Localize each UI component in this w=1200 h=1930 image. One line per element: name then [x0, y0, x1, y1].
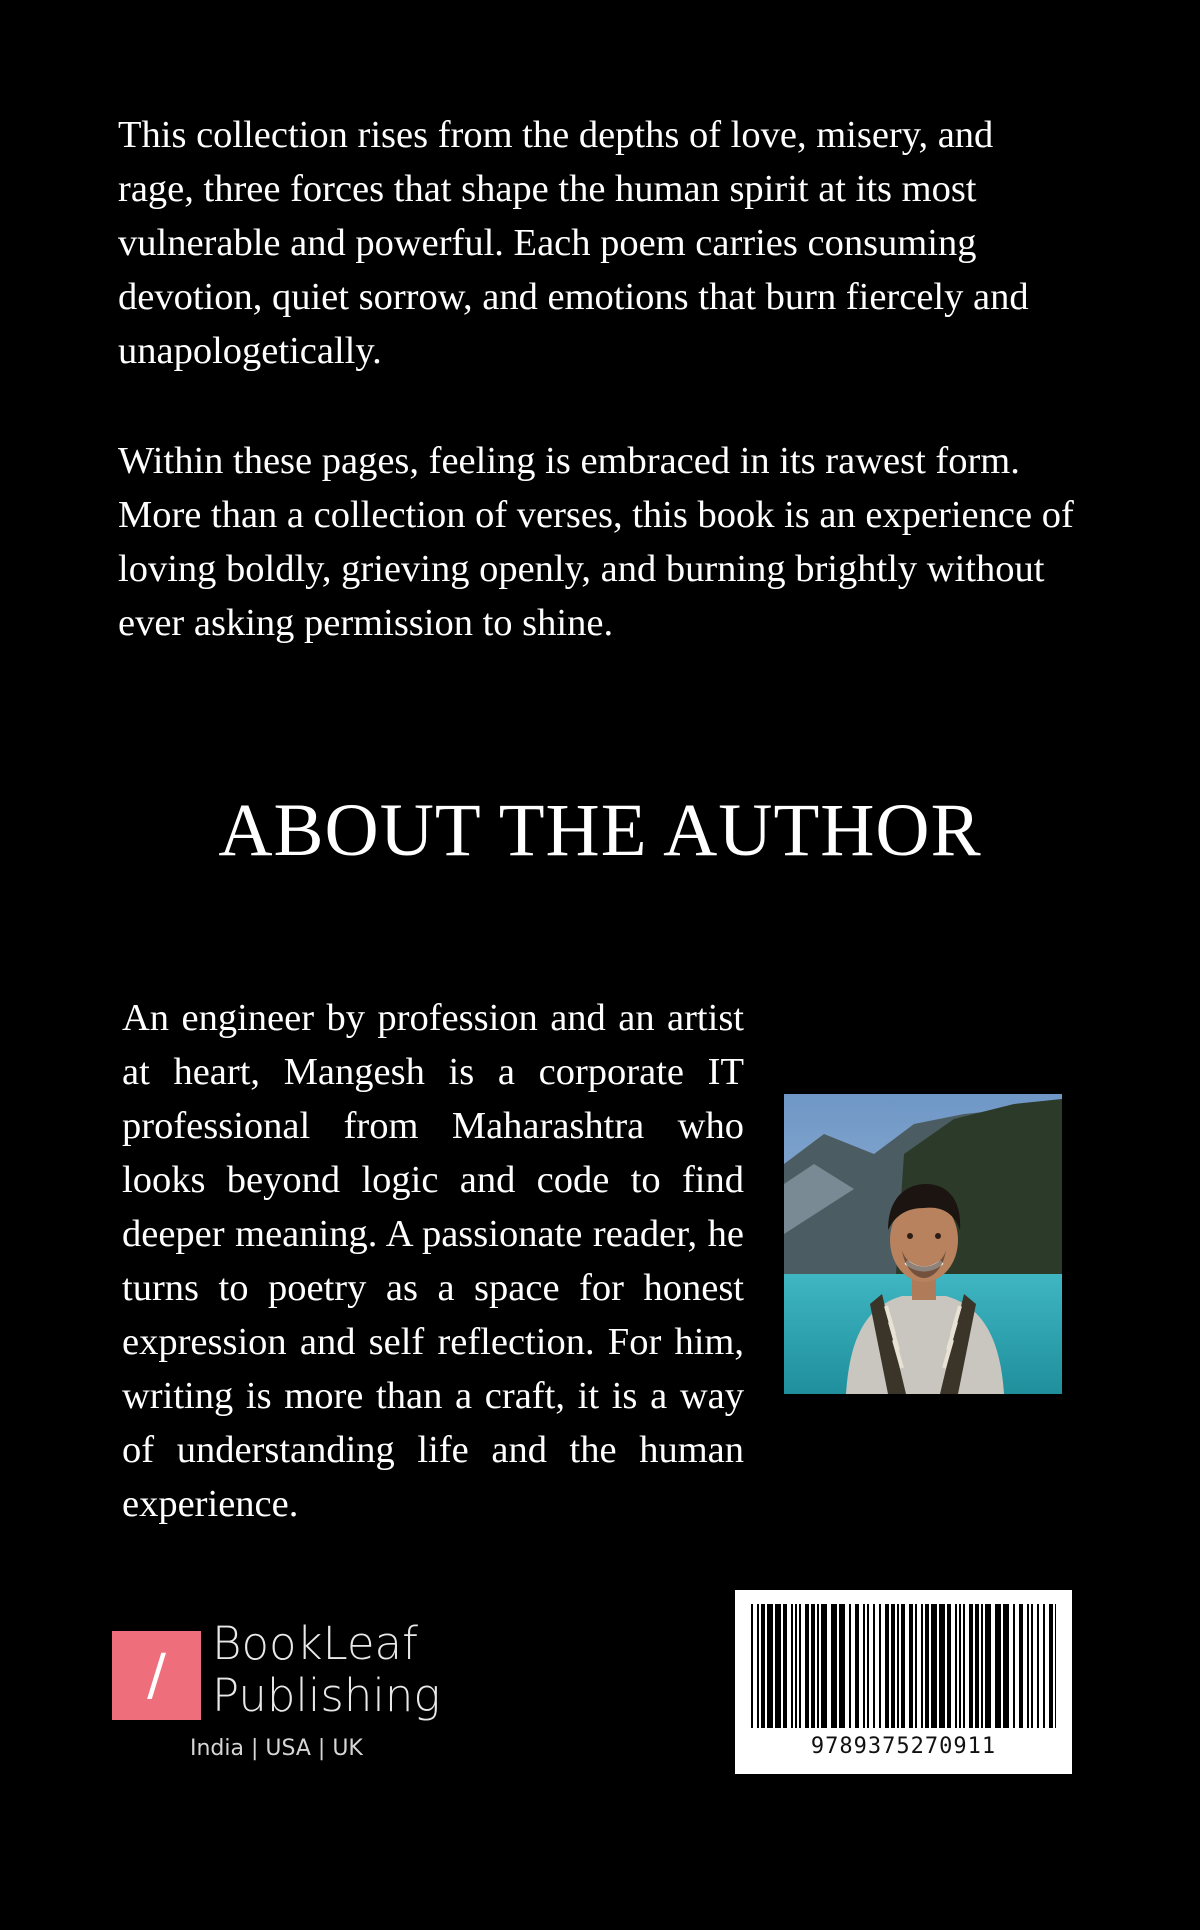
barcode-bar [849, 1604, 851, 1728]
blurb-paragraph-1: This collection rises from the depths of love, misery, and rage, three forces that shape the human spirit at its most vulnerable and powerful. Each poem carries consuming devotion, quiet sorrow, and emotions that burn fiercely and unapologetically. [118, 114, 1029, 372]
barcode-bar [767, 1604, 773, 1728]
barcode-bar [1055, 1604, 1056, 1728]
blurb-paragraph-2: Within these pages, feeling is embraced in its rawest form. More than a collection of verses, this book is an experience of loving boldly, grieving openly, and burning brightly without ever asking permission to shine. [118, 440, 1074, 644]
barcode-bar [915, 1604, 917, 1728]
author-photo [784, 1094, 1062, 1394]
barcode-bar [1019, 1604, 1023, 1728]
barcode-bar [1027, 1604, 1029, 1728]
barcode-bar [761, 1604, 765, 1728]
isbn-number: 9789375270911 [810, 1734, 997, 1759]
barcode-bar [831, 1604, 837, 1728]
barcode-bar [975, 1604, 979, 1728]
barcode-bar [981, 1604, 983, 1728]
barcode-bar [855, 1604, 859, 1728]
author-photo-image [784, 1094, 1062, 1394]
publisher-name [212, 1618, 440, 1722]
barcode-bar [873, 1604, 875, 1728]
barcode-bar [751, 1604, 753, 1728]
barcode-bar [879, 1604, 881, 1728]
barcode-bar [931, 1604, 937, 1728]
barcode-bar [897, 1604, 899, 1728]
author-bio: An engineer by profession and an artist at heart, Mangesh is a corporate IT professional from Maharashtra who looks beyond logic and code to find deeper meaning. A passionate reader, he turns to poetry as a space for honest expression and self reflection. For him, writing is more than a craft, it is a way of understanding life and the human experience. [122, 997, 744, 1525]
barcode-bar [795, 1604, 797, 1728]
barcode-bar [811, 1604, 815, 1728]
barcode-bar [1013, 1604, 1015, 1728]
barcode-bar [821, 1604, 827, 1728]
barcode-bar [805, 1604, 809, 1728]
publisher-name-line-1: BookLeaf [212, 1617, 418, 1670]
barcode-bar [1003, 1604, 1009, 1728]
barcode-bar [909, 1604, 913, 1728]
barcode-bar [867, 1604, 869, 1728]
publisher-logo-mark: / [112, 1631, 201, 1720]
barcode-bar [783, 1604, 787, 1728]
barcode-bar [925, 1604, 929, 1728]
barcode-bar [1043, 1604, 1045, 1728]
barcode-bar [885, 1604, 889, 1728]
publisher-regions: India | USA | UK [190, 1736, 363, 1761]
barcode-bar [1037, 1604, 1039, 1728]
barcode-bar [955, 1604, 957, 1728]
barcode-bar [799, 1604, 801, 1728]
barcode-bar [839, 1604, 845, 1728]
barcode-bar [959, 1604, 961, 1728]
barcode-bar [995, 1604, 1001, 1728]
barcode-bar [969, 1604, 973, 1728]
publisher-logo [112, 1617, 452, 1768]
barcode-bar [939, 1604, 945, 1728]
barcode-bar [1049, 1604, 1053, 1728]
barcode-bar [863, 1604, 865, 1728]
publisher-name-line-2: Publishing [212, 1669, 441, 1722]
isbn-barcode [735, 1590, 1072, 1774]
barcode-bar [901, 1604, 905, 1728]
barcode-bars [735, 1590, 1072, 1740]
barcode-bar [947, 1604, 951, 1728]
barcode-bar [1031, 1604, 1033, 1728]
about-author-heading: ABOUT THE AUTHOR [218, 789, 982, 872]
barcode-bar [817, 1604, 819, 1728]
barcode-bar [891, 1604, 895, 1728]
barcode-bar [963, 1604, 965, 1728]
barcode-bar [921, 1604, 923, 1728]
barcode-bar [757, 1604, 759, 1728]
barcode-bar [791, 1604, 793, 1728]
barcode-bar [985, 1604, 991, 1728]
barcode-bar [775, 1604, 781, 1728]
